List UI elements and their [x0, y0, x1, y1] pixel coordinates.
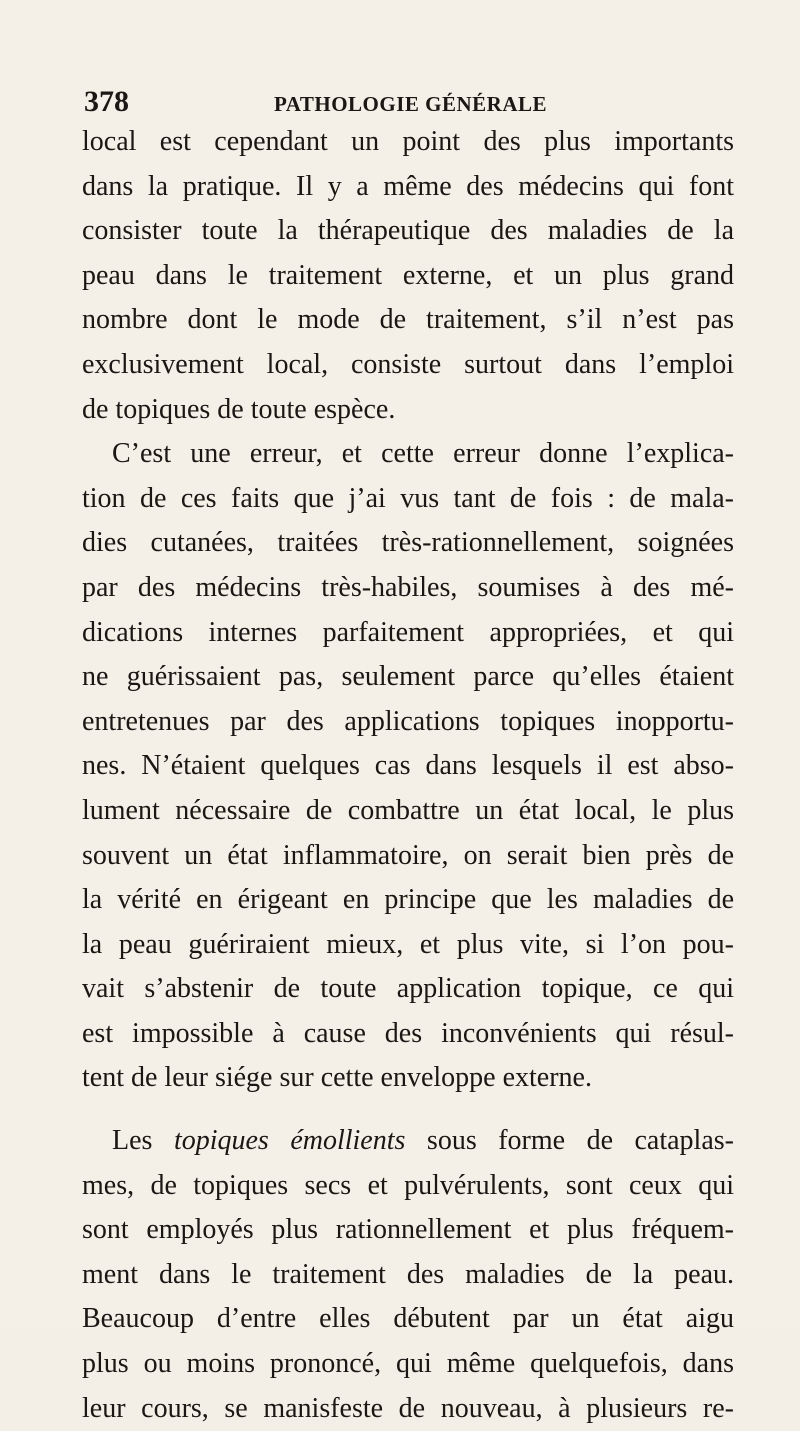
text-line: ment dans le traitement des maladies de la peau.	[82, 1258, 734, 1290]
text-line: la peau guériraient mieux, et plus vite, si l’on pou-	[82, 928, 734, 960]
text-line: entretenues par des applications topiques inopportu-	[82, 705, 734, 737]
page-number: 378	[84, 85, 129, 118]
running-title: PATHOLOGIE GÉNÉRALE	[274, 92, 548, 116]
text-line: ne guérissaient pas, seulement parce qu’elles étaient	[82, 661, 734, 693]
italic-term: topiques émollients	[173, 1125, 406, 1157]
text-line	[82, 1119, 734, 1164]
text-line: de topiques de toute espèce.	[82, 393, 396, 425]
body-text	[82, 120, 734, 1431]
text-line: tent de leur siége sur cette enveloppe externe.	[82, 1062, 592, 1094]
text-line: la vérité en érigeant en principe que les maladies de	[82, 884, 734, 916]
text-line: plus ou moins prononcé, qui même quelquefois, dans	[82, 1348, 734, 1380]
text-line: dies cutanées, traitées très-rationnellement, soignées	[82, 527, 734, 559]
text-line: exclusivement local, consiste surtout dans l’emploi	[82, 348, 734, 380]
text-line: tion de ces faits que j’ai vus tant de fois : de mala-	[82, 482, 734, 514]
text-line: nombre dont le mode de traitement, s’il n’est pas	[82, 304, 734, 336]
text-line: consister toute la thérapeutique des maladies de la	[82, 215, 734, 247]
text-line: dications internes parfaitement appropriées, et qui	[82, 616, 734, 648]
text-line: Beaucoup d’entre elles débutent par un état aigu	[82, 1303, 734, 1335]
text-line: est impossible à cause des inconvénients qui résul-	[82, 1017, 734, 1049]
text-line: nes. N’étaient quelques cas dans lesquels il est abso-	[82, 750, 734, 782]
text-line: leur cours, se manisfeste de nouveau, à plusieurs re-	[82, 1392, 734, 1424]
text-line: dans la pratique. Il y a même des médecins qui font	[82, 170, 734, 202]
text-line: mes, de topiques secs et pulvérulents, sont ceux qui	[82, 1169, 734, 1201]
text-run: Les	[112, 1125, 174, 1157]
text-line: par des médecins très-habiles, soumises à des mé-	[82, 571, 734, 603]
text-line: vait s’abstenir de toute application topique, ce qui	[82, 973, 734, 1005]
text-line: sont employés plus rationnellement et plus fréquem-	[82, 1214, 734, 1246]
text-line: peau dans le traitement externe, et un plus grand	[82, 259, 734, 291]
text-line: lument nécessaire de combattre un état local, le plus	[82, 794, 734, 826]
text-line: local est cependant un point des plus importants	[82, 126, 734, 157]
running-head	[84, 84, 734, 124]
text-line: souvent un état inflammatoire, on serait bien près de	[82, 839, 734, 871]
text-line: C’est une erreur, et cette erreur donne l’explica-	[112, 438, 734, 470]
text-run: sous forme de cataplas-	[405, 1125, 734, 1157]
